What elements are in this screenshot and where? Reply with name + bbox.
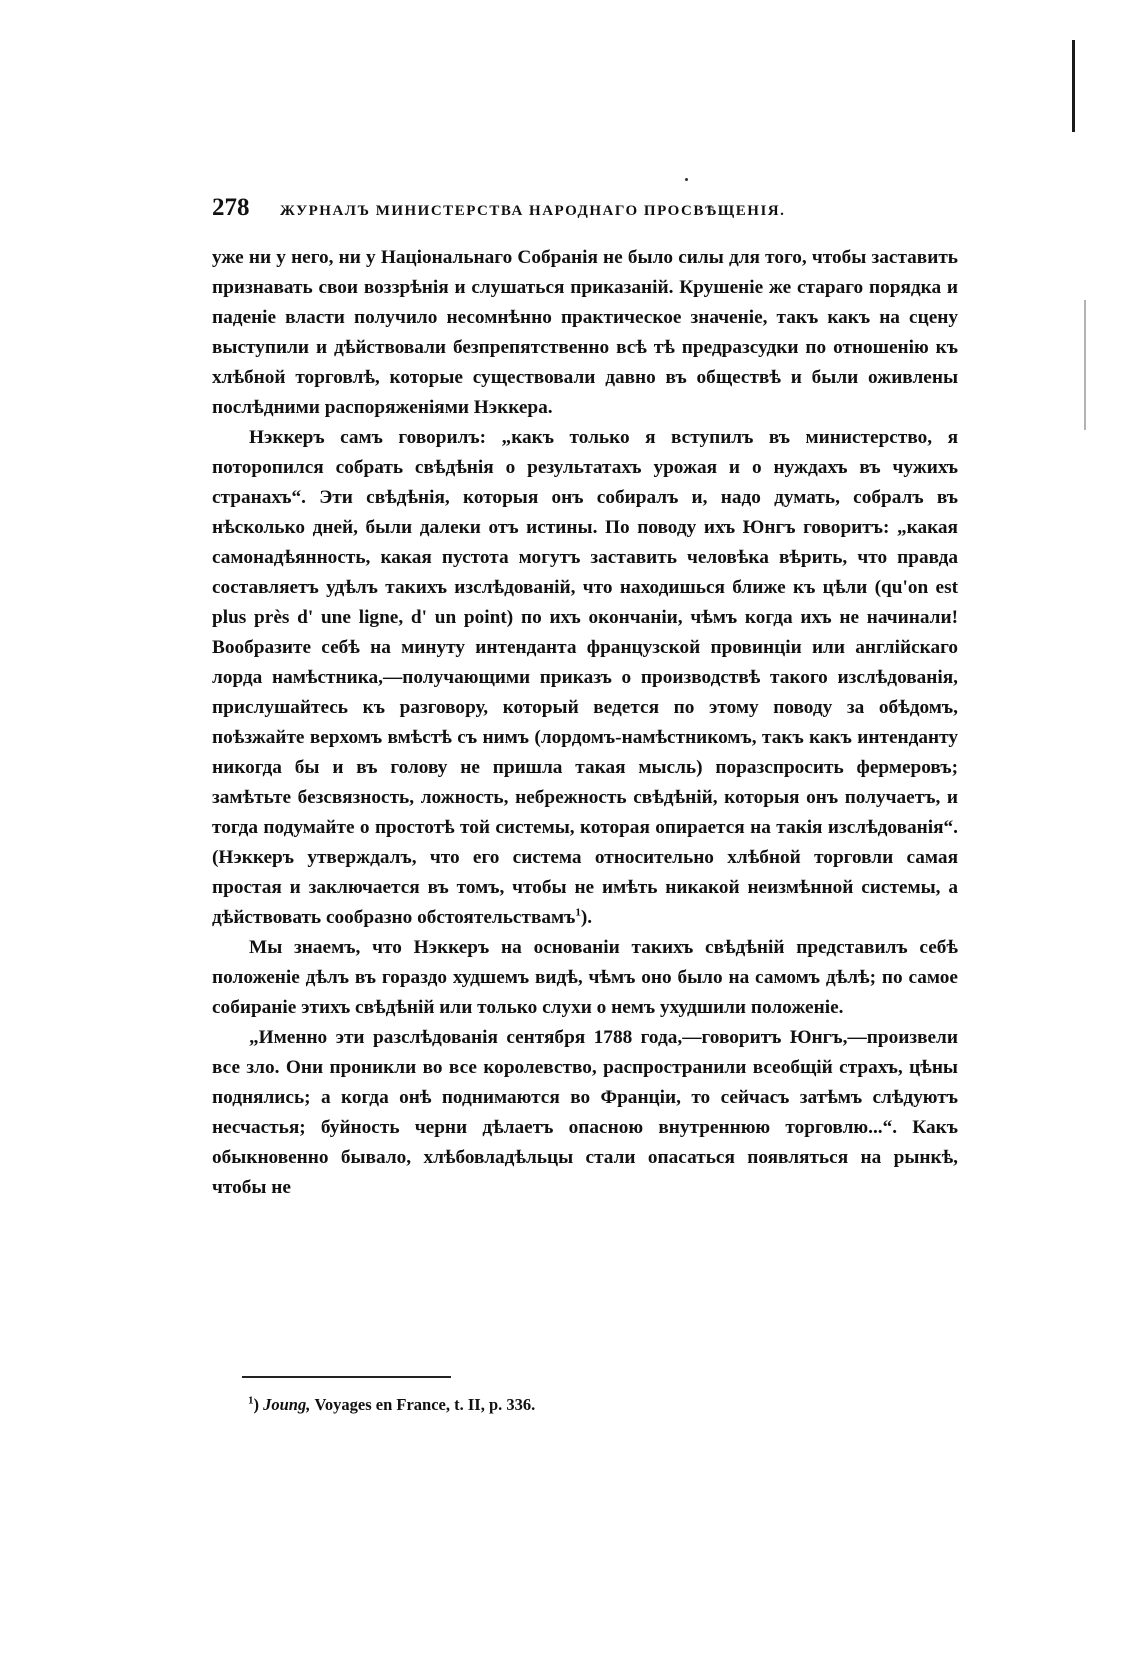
paragraph-2-text: Нэккеръ самъ говорилъ: „какъ только я вступилъ въ министерство, я поторопился собрать свѣдѣнія о результатахъ урожая и о нуждахъ въ чужихъ странахъ“. Эти свѣдѣнія, которыя онъ собиралъ и, надо думать, собралъ въ нѣсколько дней, были далеки отъ истины. По поводу ихъ Юнгъ говоритъ: „какая самонадѣянность, какая пустота могутъ заставить человѣка вѣрить, что правда составляетъ удѣлъ такихъ изслѣдованій, что находишься ближе къ цѣли (qu'on est plus près d' une ligne, d' un point) по ихъ окончаніи, чѣмъ когда ихъ не начинали! Вообразите себѣ на минуту интенданта французской провинціи или англійскаго лорда намѣстника,—получающими приказъ о производствѣ такого изслѣдованія, прислушайтесь къ разговору, который ведется по этому поводу за обѣдомъ, поѣзжайте верхомъ вмѣстѣ съ нимъ (лордомъ-намѣстникомъ, такъ какъ интенданту никогда бы и въ голову не пришла такая мысль) поразспросить фермеровъ; замѣтьте безсвязность, ложность, небрежность свѣдѣній, которыя онъ получаетъ, и тогда подумайте о простотѣ той системы, которая опирается на такія изслѣдованія“. (Нэккеръ утверждалъ, что его система относительно хлѣбной торговли самая простая и заключается въ томъ, чтобы не имѣть никакой неизмѣнной системы, а дѣйствовать сообразно обстоятельствамъ bbox=[212, 427, 958, 928]
scan-edge-shadow bbox=[1084, 300, 1086, 430]
footnote-reference: 1 bbox=[575, 906, 581, 919]
page-number: 278 bbox=[212, 194, 250, 221]
journal-title: ЖУРНАЛЪ МИНИСТЕРСТВА НАРОДНАГО ПРОСВѢЩЕНІЯ. bbox=[280, 203, 786, 219]
paragraph-4: „Именно эти разслѣдованія сентября 1788 года,—говоритъ Юнгъ,—произвели все зло. Они проникли во все королевство, распространили всеобщій страхъ, цѣны поднялись; а когда онѣ поднимаются во Франціи, то сейчасъ затѣмъ слѣдуютъ несчастья; буйность черни дѣлаетъ опасною внутреннюю торговлю...“. Какъ обыкновенно бывало, хлѣбовладѣльцы стали опасаться появляться на рынкѣ, чтобы не bbox=[212, 1027, 958, 1198]
paragraph-1: уже ни у него, ни у Національнаго Собранія не было силы для того, чтобы заставить признавать свои воззрѣнія и слушаться приказаній. Крушеніе же стараго порядка и паденіе власти получило несомнѣнно практическое значеніе, такъ какъ на сцену выступили и дѣйствовали безпрепятственно всѣ тѣ предразсудки по отношенію къ хлѣбной торговлѣ, которые существовали давно въ обществѣ и были оживлены послѣдними распоряженіями Нэккера. bbox=[212, 247, 958, 418]
footnote: $^1$) Joung, Voyages en France, t. II, p. 336. bbox=[248, 1394, 536, 1414]
footnote-author: Joung, bbox=[263, 1395, 311, 1414]
paragraph-3: Мы знаемъ, что Нэккеръ на основаніи такихъ свѣдѣній представилъ себѣ положеніе дѣлъ въ гораздо худшемъ видѣ, чѣмъ оно было на самомъ дѣлѣ; по самое собираніе этихъ свѣдѣній или только слухи о немъ ухудшили положеніе. bbox=[212, 937, 958, 1018]
scan-speck bbox=[685, 178, 688, 181]
body-text bbox=[212, 243, 958, 1203]
footnote-divider bbox=[242, 1376, 451, 1378]
footnote-text: Voyages en France, t. II, p. 336. bbox=[314, 1395, 536, 1414]
footnote-marker: 1 bbox=[248, 1394, 254, 1407]
paragraph-2 bbox=[212, 423, 958, 933]
paragraph-2-tail: ). bbox=[580, 907, 593, 928]
running-head bbox=[212, 194, 962, 228]
scan-edge-mark bbox=[1072, 40, 1075, 132]
